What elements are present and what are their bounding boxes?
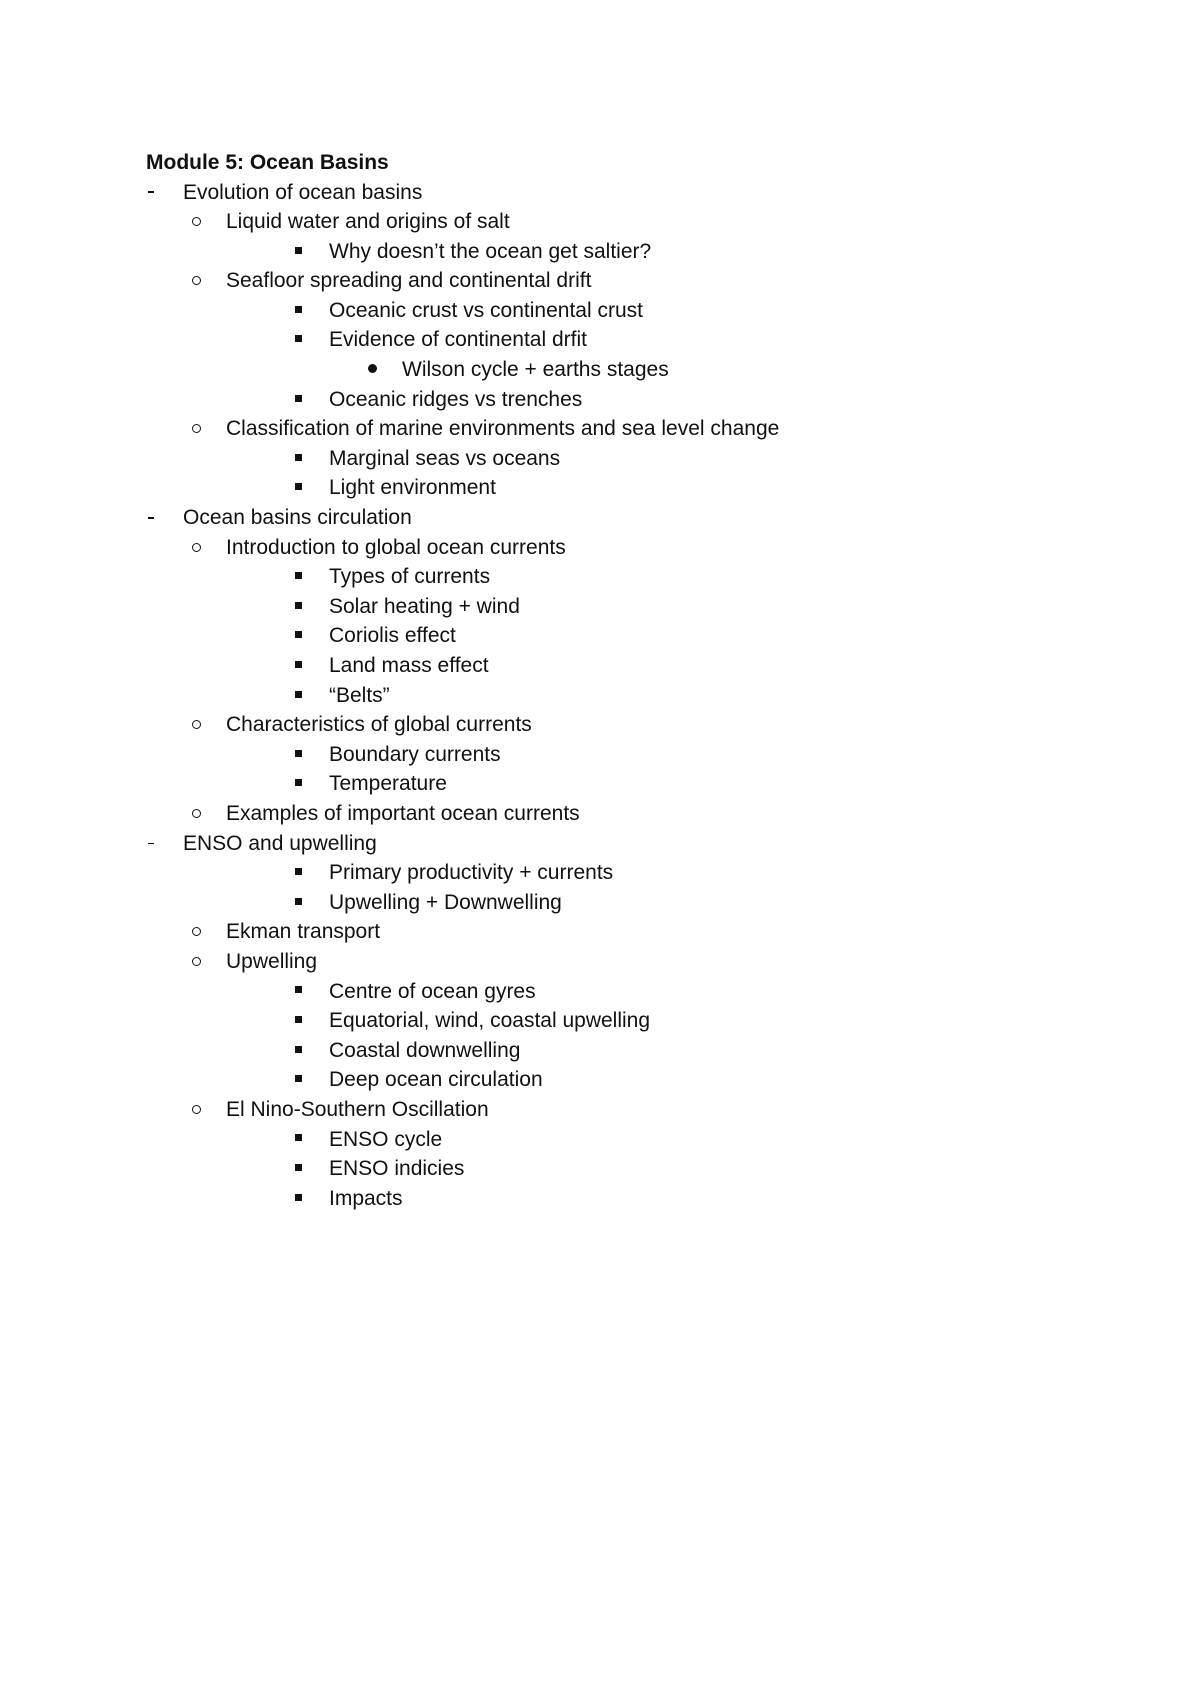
square-bullet-icon-glyph [295,986,302,993]
square-bullet-icon-glyph [295,306,302,313]
square-bullet-icon [292,977,304,1007]
outline-item-level-3 [146,769,1126,799]
square-bullet-icon-glyph [295,1075,302,1082]
outline-item-text: Why doesn’t the ocean get saltier? [329,239,652,263]
square-bullet-icon-glyph [295,454,302,461]
outline-item-text: Coriolis effect [329,624,456,648]
circle-bullet-icon-glyph [192,543,201,552]
outline-item-level-3 [146,444,1126,474]
circle-bullet-icon [189,917,203,947]
outline-item-text: Land mass effect [329,654,489,677]
square-bullet-icon-glyph [295,898,302,905]
outline-item-level-2 [146,917,1126,947]
outline-item-text: Centre of ocean gyres [329,979,536,1003]
circle-bullet-icon-glyph [192,720,201,729]
outline-item-level-2 [146,947,1126,977]
outline-item-level-4 [146,355,1126,385]
outline-item-level-3 [146,385,1126,415]
outline-item-level-3 [146,1154,1126,1184]
dash-bullet-icon [146,503,156,533]
outline-item-level-3 [146,237,1126,267]
outline-item-text: Primary productivity + currents [329,861,614,885]
square-bullet-icon-glyph [295,1164,302,1171]
square-bullet-icon-glyph [295,483,302,490]
square-bullet-icon [292,681,304,711]
outline-item-text: Impacts [329,1186,403,1210]
square-bullet-icon-glyph [295,868,302,875]
square-bullet-icon-glyph [295,631,302,638]
dash-bullet-icon [146,178,156,208]
square-bullet-icon-glyph [295,572,302,579]
square-bullet-icon [292,385,304,415]
outline-item-text: ENSO cycle [329,1127,443,1151]
square-bullet-icon [292,740,304,770]
outline-item-text: Evidence of continental drfit [329,328,587,352]
square-bullet-icon [292,1006,304,1036]
outline-item-level-3 [146,325,1126,355]
square-bullet-icon [292,473,304,503]
circle-bullet-icon-glyph [192,927,201,936]
square-bullet-icon [292,1036,304,1066]
square-bullet-icon [292,592,304,622]
square-bullet-icon [292,1154,304,1184]
square-bullet-icon [292,1065,304,1095]
circle-bullet-icon-glyph [192,276,201,285]
outline-item-level-3 [146,1006,1126,1036]
dash-bullet-icon-glyph [148,843,154,845]
outline-item-text: Wilson cycle + earths stages [402,358,669,382]
outline-item-text: Types of currents [329,565,491,589]
outline-item-level-3 [146,296,1126,326]
outline-item-text: Examples of important ocean currents [226,801,580,825]
circle-bullet-icon [189,207,203,237]
outline-item-text: Seafloor spreading and continental drift [226,269,592,293]
square-bullet-icon [292,1184,304,1214]
outline-item-text: “Belts” [329,683,390,707]
outline-item-level-2 [146,266,1126,296]
outline-item-level-3 [146,740,1126,770]
outline [146,148,1126,1213]
outline-item-level-1 [146,178,1126,208]
outline-item-text: Oceanic ridges vs trenches [329,387,583,411]
outline-item-level-1 [146,829,1126,859]
square-bullet-icon-glyph [295,395,302,402]
circle-bullet-icon [189,533,203,563]
circle-bullet-icon [189,1095,203,1125]
outline-item-text: Boundary currents [329,742,501,766]
outline-item-text: Deep ocean circulation [329,1068,543,1092]
dot-bullet-icon [365,355,379,385]
outline-item-level-2 [146,414,1126,444]
outline-item-text: ENSO indicies [329,1157,465,1181]
outline-item-text: Introduction to global ocean currents [226,535,566,559]
square-bullet-icon-glyph [295,335,302,342]
outline-item-text: Oceanic crust vs continental crust [329,298,643,322]
circle-bullet-icon-glyph [192,1105,201,1114]
square-bullet-icon [292,888,304,918]
circle-bullet-icon-glyph [192,809,201,818]
outline-item-level-2 [146,207,1126,237]
outline-item-level-2 [146,799,1126,829]
outline-item-level-3 [146,681,1126,711]
outline-item-level-3 [146,858,1126,888]
page-title: Module 5: Ocean Basins [146,151,389,174]
square-bullet-icon [292,562,304,592]
square-bullet-icon-glyph [295,661,302,668]
outline-item-text: Solar heating + wind [329,594,520,618]
outline-item-text: Temperature [329,772,447,796]
outline-item-level-3 [146,977,1126,1007]
square-bullet-icon [292,621,304,651]
circle-bullet-icon [189,414,203,444]
outline-item-text: Coastal downwelling [329,1038,521,1062]
outline-item-level-3 [146,888,1126,918]
square-bullet-icon-glyph [295,1046,302,1053]
square-bullet-icon [292,769,304,799]
square-bullet-icon [292,651,304,681]
outline-item-level-3 [146,473,1126,503]
outline-item-level-3 [146,1036,1126,1066]
outline-item-level-2 [146,710,1126,740]
outline-item-text: Characteristics of global currents [226,713,532,737]
square-bullet-icon-glyph [295,1016,302,1023]
circle-bullet-icon-glyph [192,957,201,966]
circle-bullet-icon-glyph [192,217,201,226]
circle-bullet-icon-glyph [192,424,201,433]
outline-item-text: Evolution of ocean basins [183,180,423,204]
square-bullet-icon-glyph [295,779,302,786]
outline-item-text: Upwelling [226,949,318,973]
outline-item-level-3 [146,651,1126,681]
square-bullet-icon-glyph [295,1194,302,1201]
square-bullet-icon [292,858,304,888]
outline-item-level-3 [146,592,1126,622]
outline-item-text: El Nino-Southern Oscillation [226,1097,489,1121]
outline-item-text: Equatorial, wind, coastal upwelling [329,1009,651,1033]
square-bullet-icon-glyph [295,1134,302,1141]
dash-bullet-icon-glyph [148,191,154,193]
outline-item-text: Ocean basins circulation [183,506,412,530]
circle-bullet-icon [189,947,203,977]
square-bullet-icon [292,1125,304,1155]
circle-bullet-icon [189,710,203,740]
dot-bullet-icon-glyph [368,364,377,373]
outline-item-text: Classification of marine environments and sea level change [226,417,780,441]
outline-item-level-1 [146,503,1126,533]
outline-item-text: ENSO and upwelling [183,831,377,855]
outline-item-text: Light environment [329,476,496,500]
circle-bullet-icon [189,266,203,296]
outline-item-level-3 [146,1125,1126,1155]
square-bullet-icon-glyph [295,602,302,609]
outline-item-level-3 [146,1065,1126,1095]
outline-item-text: Liquid water and origins of salt [226,210,510,234]
dash-bullet-icon-glyph [148,517,154,519]
square-bullet-icon [292,296,304,326]
outline-list [146,178,1126,1214]
square-bullet-icon [292,444,304,474]
square-bullet-icon-glyph [295,691,302,698]
outline-item-text: Marginal seas vs oceans [329,446,561,470]
dash-bullet-icon [146,829,156,859]
square-bullet-icon-glyph [295,247,302,254]
outline-item-level-3 [146,621,1126,651]
outline-item-level-3 [146,1184,1126,1214]
outline-item-level-3 [146,562,1126,592]
outline-item-text: Upwelling + Downwelling [329,890,562,914]
outline-item-text: Ekman transport [226,920,381,944]
outline-item-level-2 [146,533,1126,563]
square-bullet-icon-glyph [295,750,302,757]
square-bullet-icon [292,325,304,355]
circle-bullet-icon [189,799,203,829]
square-bullet-icon [292,237,304,267]
outline-item-level-2 [146,1095,1126,1125]
